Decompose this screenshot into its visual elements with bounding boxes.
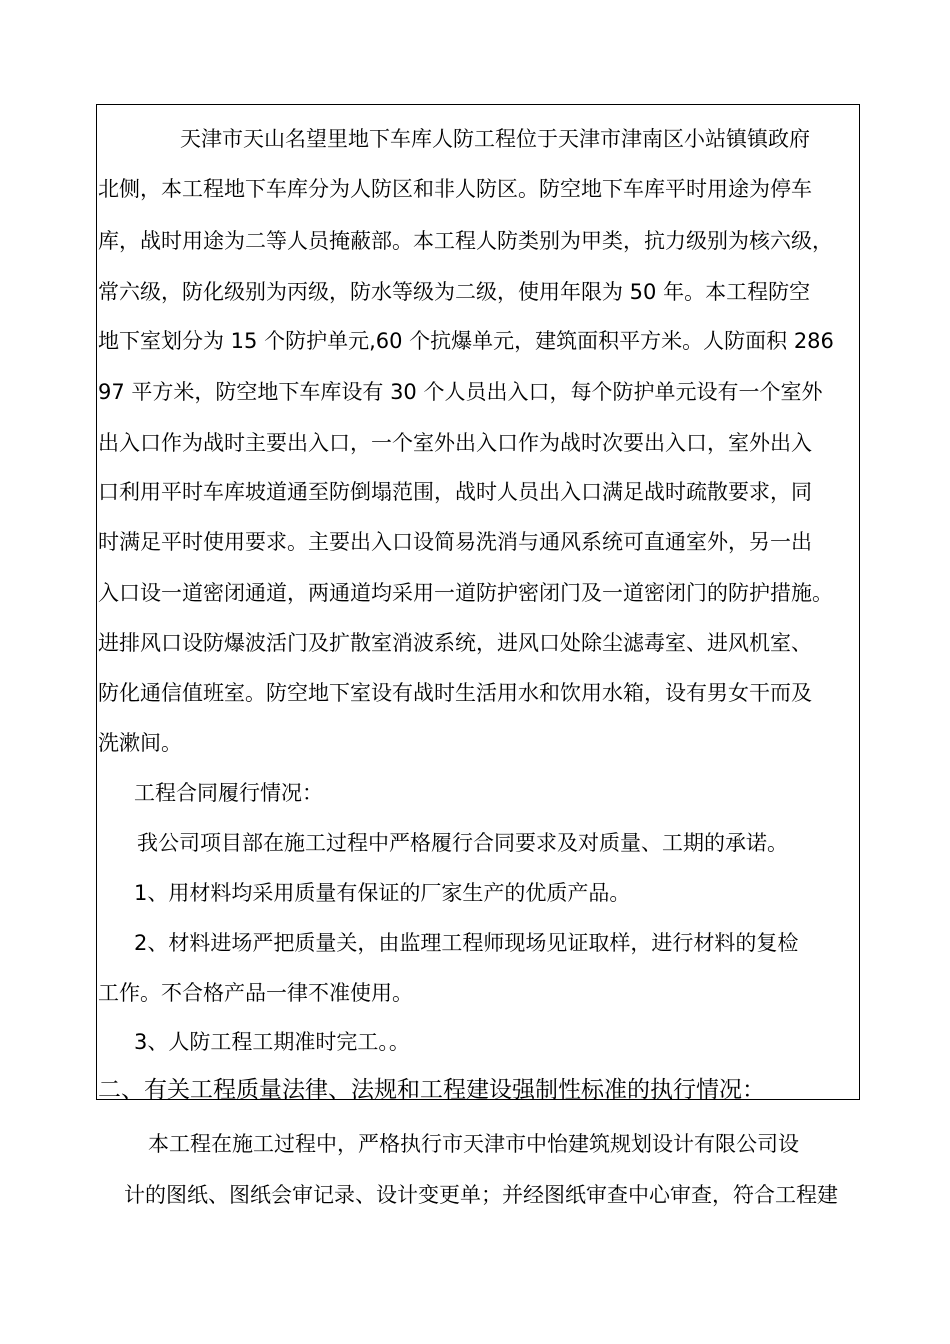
- section-two-line-2: 计的图纸、图纸会审记录、设计变更单；并经图纸审查中心审查，符合工程建: [124, 1183, 838, 1207]
- intro-line-8: 口利用平时车库坡道通至防倒塌范围，战时人员出入口满足战时疏散要求，同: [98, 480, 812, 504]
- intro-line-12: 防化通信值班室。防空地下室设有战时生活用水和饮用水箱，设有男女干而及: [98, 681, 812, 705]
- section-two-heading: 二、有关工程质量法律、法规和工程建设强制性标准的执行情况：: [98, 1077, 765, 1103]
- contract-item-3: 3、人防工程工期准时完工。。: [134, 1030, 410, 1054]
- intro-line-9: 时满足平时使用要求。主要出入口设简易洗消与通风系统可直通室外，另一出: [98, 530, 812, 554]
- intro-line-2: 北侧，本工程地下车库分为人防区和非人防区。防空地下车库平时用途为停车: [98, 177, 812, 201]
- contract-intro: 我公司项目部在施工过程中严格履行合同要求及对质量、工期的承诺。: [137, 831, 788, 855]
- contract-heading: 工程合同履行情况：: [134, 781, 323, 805]
- intro-line-5: 地下室划分为 15 个防护单元,60 个抗爆单元，建筑面积平方米。人防面积 286: [98, 329, 834, 353]
- contract-item-2-cont: 工作。不合格产品一律不准使用。: [98, 981, 413, 1005]
- intro-line-3: 库，战时用途为二等人员掩蔽部。本工程人防类别为甲类，抗力级别为核六级，: [98, 229, 833, 253]
- section-two-line-1: 本工程在施工过程中，严格执行市天津市中怡建筑规划设计有限公司设: [148, 1132, 799, 1156]
- intro-line-13: 洗漱间。: [98, 731, 182, 755]
- intro-line-11: 进排风口设防爆波活门及扩散室消波系统，进风口处除尘滤毒室、进风机室、: [98, 631, 812, 655]
- intro-line-10: 入口设一道密闭通道，两通道均采用一道防护密闭门及一道密闭门的防护措施。: [98, 581, 833, 605]
- intro-line-1: 天津市天山名望里地下车库人防工程位于天津市津南区小站镇镇政府: [180, 127, 810, 151]
- intro-line-6: 97 平方米，防空地下车库设有 30 个人员出入口，每个防护单元设有一个室外: [98, 380, 823, 404]
- contract-item-1: 1、用材料均采用质量有保证的厂家生产的优质产品。: [134, 881, 631, 905]
- intro-line-4: 常六级，防化级别为丙级，防水等级为二级，使用年限为 50 年。本工程防空: [98, 280, 811, 304]
- intro-line-7: 出入口作为战时主要出入口，一个室外出入口作为战时次要出入口，室外出入: [98, 431, 812, 455]
- contract-item-2: 2、材料进场严把质量关，由监理工程师现场见证取样，进行材料的复检: [134, 931, 799, 955]
